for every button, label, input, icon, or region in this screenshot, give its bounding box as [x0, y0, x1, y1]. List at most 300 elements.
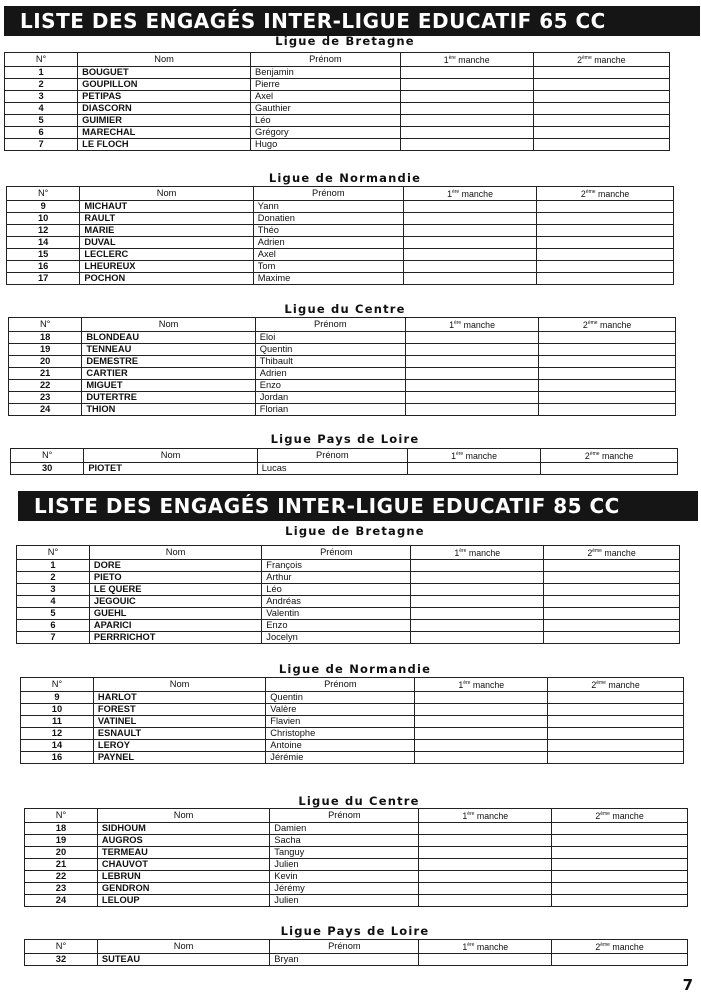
score-manche-2 [533, 91, 669, 103]
score-manche-2 [544, 596, 680, 608]
score-manche-2 [537, 201, 674, 213]
rider-first-name: Kevin [270, 871, 419, 883]
col-header-manche-2: 2ème manche [533, 53, 669, 67]
score-manche-2 [548, 752, 684, 764]
league-title: Ligue du Centre [298, 794, 420, 808]
rider-last-name: CHAUVOT [97, 859, 269, 871]
score-manche-1 [411, 620, 544, 632]
score-manche-2 [539, 368, 676, 380]
rider-first-name: Quentin [266, 692, 415, 704]
rider-first-name: Jérémie [266, 752, 415, 764]
score-manche-2 [537, 249, 674, 261]
table-row [9, 380, 676, 392]
rider-last-name: LEBRUN [97, 871, 269, 883]
table-row [9, 392, 676, 404]
rider-number: 22 [25, 871, 98, 883]
rider-number: 18 [9, 332, 82, 344]
rider-first-name: Valère [266, 704, 415, 716]
col-header-prenom: Prénom [253, 187, 403, 201]
table-row [7, 201, 674, 213]
rider-number: 10 [21, 704, 94, 716]
table-row [5, 127, 670, 139]
rider-number: 11 [21, 716, 94, 728]
rider-last-name: THION [82, 404, 255, 416]
table-row [25, 954, 688, 966]
rider-first-name: Léo [262, 584, 411, 596]
rider-number: 24 [25, 895, 98, 907]
rider-last-name: DEMESTRE [82, 356, 255, 368]
table-header-row [7, 187, 674, 201]
score-manche-1 [400, 67, 533, 79]
rider-first-name: Flavien [266, 716, 415, 728]
col-header-num: N° [11, 449, 84, 463]
rider-first-name: Julien [270, 859, 419, 871]
table-header-row [25, 809, 688, 823]
col-header-nom: Nom [93, 678, 265, 692]
rider-last-name: DIASCORN [78, 103, 251, 115]
table-row [17, 596, 680, 608]
table-row [25, 859, 688, 871]
table-header-row [21, 678, 684, 692]
rider-first-name: Valentin [262, 608, 411, 620]
table-row [21, 752, 684, 764]
rider-last-name: TERMEAU [97, 847, 269, 859]
col-header-nom: Nom [80, 187, 253, 201]
col-header-prenom: Prénom [270, 809, 419, 823]
col-header-manche-2: 2ème manche [539, 318, 676, 332]
col-header-num: N° [7, 187, 80, 201]
rider-last-name: PERRRICHOT [89, 632, 261, 644]
score-manche-2 [552, 954, 688, 966]
rider-first-name: Julien [270, 895, 419, 907]
league-title: Ligue Pays de Loire [280, 924, 430, 938]
col-header-manche-2: 2ème manche [548, 678, 684, 692]
rider-first-name: Arthur [262, 572, 411, 584]
rider-last-name: PETIPAS [78, 91, 251, 103]
rider-first-name: Benjamin [251, 67, 401, 79]
rider-number: 6 [5, 127, 78, 139]
rider-first-name: Théo [253, 225, 403, 237]
score-manche-1 [403, 249, 536, 261]
rider-first-name: Damien [270, 823, 419, 835]
rider-first-name: Jordan [255, 392, 405, 404]
score-manche-1 [405, 344, 538, 356]
rider-last-name: MARECHAL [78, 127, 251, 139]
table-row [25, 835, 688, 847]
col-header-manche-1: 1ère manche [415, 678, 548, 692]
table-row [21, 728, 684, 740]
table-row [11, 463, 678, 475]
rider-last-name: DUVAL [80, 237, 253, 249]
score-manche-1 [411, 572, 544, 584]
rider-last-name: SIDHOUM [97, 823, 269, 835]
roster-table [20, 677, 684, 764]
table-row [9, 332, 676, 344]
table-row [9, 356, 676, 368]
rider-number: 5 [5, 115, 78, 127]
score-manche-1 [405, 368, 538, 380]
score-manche-1 [415, 716, 548, 728]
table-row [17, 572, 680, 584]
score-manche-1 [403, 237, 536, 249]
score-manche-2 [548, 716, 684, 728]
table-row [7, 237, 674, 249]
table-row [21, 716, 684, 728]
rider-number: 17 [7, 273, 80, 285]
score-manche-1 [411, 584, 544, 596]
rider-first-name: Léo [251, 115, 401, 127]
roster-table [16, 545, 680, 644]
col-header-num: N° [25, 809, 98, 823]
table-row [5, 91, 670, 103]
col-header-num: N° [17, 546, 90, 560]
rider-number: 9 [21, 692, 94, 704]
score-manche-1 [403, 261, 536, 273]
rider-number: 24 [9, 404, 82, 416]
section-title-65cc: LISTE DES ENGAGÉS INTER-LIGUE EDUCATIF 65 CC [4, 6, 700, 36]
col-header-manche-2: 2ème manche [552, 809, 688, 823]
score-manche-1 [415, 752, 548, 764]
league-title: Ligue de Normandie [278, 662, 432, 676]
rider-number: 20 [9, 356, 82, 368]
score-manche-2 [552, 835, 688, 847]
rider-number: 10 [7, 213, 80, 225]
score-manche-1 [400, 115, 533, 127]
col-header-num: N° [5, 53, 78, 67]
table-row [5, 67, 670, 79]
table-row [17, 560, 680, 572]
rider-last-name: GOUPILLON [78, 79, 251, 91]
roster-table [10, 448, 678, 475]
score-manche-1 [415, 740, 548, 752]
col-header-manche-1: 1ère manche [411, 546, 544, 560]
rider-last-name: DORE [89, 560, 261, 572]
rider-last-name: PAYNEL [93, 752, 265, 764]
rider-first-name: Enzo [262, 620, 411, 632]
col-header-nom: Nom [89, 546, 261, 560]
score-manche-2 [541, 463, 678, 475]
section-title-85cc: LISTE DES ENGAGÉS INTER-LIGUE EDUCATIF 85 CC [18, 491, 698, 521]
rider-last-name: LE FLOCH [78, 139, 251, 151]
col-header-manche-1: 1ère manche [405, 318, 538, 332]
rider-last-name: POCHON [80, 273, 253, 285]
rider-first-name: Enzo [255, 380, 405, 392]
rider-first-name: Maxime [253, 273, 403, 285]
score-manche-1 [411, 560, 544, 572]
rider-last-name: JEGOUIC [89, 596, 261, 608]
rider-last-name: MARIE [80, 225, 253, 237]
score-manche-2 [533, 115, 669, 127]
rider-number: 22 [9, 380, 82, 392]
rider-number: 2 [5, 79, 78, 91]
rider-number: 4 [5, 103, 78, 115]
score-manche-1 [411, 608, 544, 620]
rider-first-name: Christophe [266, 728, 415, 740]
score-manche-1 [400, 127, 533, 139]
score-manche-1 [400, 91, 533, 103]
score-manche-2 [533, 67, 669, 79]
score-manche-2 [539, 404, 676, 416]
rider-number: 30 [11, 463, 84, 475]
rider-number: 23 [9, 392, 82, 404]
roster-table [6, 186, 674, 285]
score-manche-1 [400, 139, 533, 151]
table-row [5, 139, 670, 151]
col-header-manche-1: 1ère manche [419, 809, 552, 823]
score-manche-2 [552, 883, 688, 895]
rider-last-name: PIOTET [84, 463, 257, 475]
rider-first-name: Antoine [266, 740, 415, 752]
score-manche-2 [537, 237, 674, 249]
league-title: Ligue Pays de Loire [270, 432, 420, 446]
rider-number: 6 [17, 620, 90, 632]
col-header-prenom: Prénom [270, 940, 419, 954]
rider-last-name: ESNAULT [93, 728, 265, 740]
col-header-nom: Nom [84, 449, 257, 463]
score-manche-1 [403, 201, 536, 213]
league-title: Ligue du Centre [284, 302, 406, 316]
table-header-row [17, 546, 680, 560]
rider-last-name: LELOUP [97, 895, 269, 907]
score-manche-2 [552, 859, 688, 871]
score-manche-1 [419, 823, 552, 835]
rider-last-name: MIGUET [82, 380, 255, 392]
rider-first-name: Andréas [262, 596, 411, 608]
table-row [5, 79, 670, 91]
rider-last-name: VATINEL [93, 716, 265, 728]
col-header-manche-1: 1ère manche [419, 940, 552, 954]
rider-number: 12 [21, 728, 94, 740]
table-row [25, 847, 688, 859]
table-row [25, 823, 688, 835]
score-manche-2 [539, 356, 676, 368]
rider-number: 7 [17, 632, 90, 644]
rider-first-name: Lucas [257, 463, 407, 475]
score-manche-2 [548, 704, 684, 716]
rider-last-name: GUEHL [89, 608, 261, 620]
score-manche-1 [415, 728, 548, 740]
score-manche-2 [533, 103, 669, 115]
rider-first-name: Yann [253, 201, 403, 213]
score-manche-1 [419, 859, 552, 871]
col-header-nom: Nom [97, 940, 269, 954]
rider-first-name: Gauthier [251, 103, 401, 115]
table-row [5, 115, 670, 127]
roster-table [8, 317, 676, 416]
table-row [7, 261, 674, 273]
col-header-prenom: Prénom [255, 318, 405, 332]
score-manche-2 [552, 895, 688, 907]
col-header-prenom: Prénom [266, 678, 415, 692]
table-row [9, 344, 676, 356]
rider-last-name: APARICI [89, 620, 261, 632]
score-manche-2 [544, 608, 680, 620]
rider-number: 3 [17, 584, 90, 596]
score-manche-1 [405, 392, 538, 404]
score-manche-1 [419, 871, 552, 883]
rider-number: 15 [7, 249, 80, 261]
rider-last-name: HARLOT [93, 692, 265, 704]
rider-number: 21 [9, 368, 82, 380]
score-manche-2 [539, 332, 676, 344]
col-header-manche-2: 2ème manche [541, 449, 678, 463]
score-manche-1 [400, 79, 533, 91]
rider-last-name: DUTERTRE [82, 392, 255, 404]
col-header-manche-1: 1ère manche [403, 187, 536, 201]
table-row [7, 225, 674, 237]
rider-first-name: Eloi [255, 332, 405, 344]
rider-first-name: Adrien [255, 368, 405, 380]
score-manche-2 [537, 261, 674, 273]
rider-number: 14 [21, 740, 94, 752]
roster-table [4, 52, 670, 151]
rider-number: 20 [25, 847, 98, 859]
rider-number: 16 [7, 261, 80, 273]
rider-number: 12 [7, 225, 80, 237]
league-title: Ligue de Normandie [268, 171, 422, 185]
col-header-manche-1: 1ère manche [407, 449, 540, 463]
col-header-nom: Nom [82, 318, 255, 332]
score-manche-2 [548, 692, 684, 704]
score-manche-1 [403, 213, 536, 225]
rider-number: 18 [25, 823, 98, 835]
score-manche-2 [539, 380, 676, 392]
rider-last-name: LEROY [93, 740, 265, 752]
score-manche-1 [415, 704, 548, 716]
score-manche-2 [539, 392, 676, 404]
rider-first-name: Thibault [255, 356, 405, 368]
rider-number: 19 [25, 835, 98, 847]
score-manche-2 [552, 847, 688, 859]
rider-last-name: SUTEAU [97, 954, 269, 966]
rider-last-name: GENDRON [97, 883, 269, 895]
score-manche-1 [419, 895, 552, 907]
rider-last-name: AUGROS [97, 835, 269, 847]
score-manche-1 [405, 404, 538, 416]
score-manche-2 [533, 139, 669, 151]
table-header-row [5, 53, 670, 67]
table-header-row [25, 940, 688, 954]
score-manche-2 [537, 213, 674, 225]
score-manche-1 [405, 356, 538, 368]
score-manche-2 [539, 344, 676, 356]
table-row [7, 273, 674, 285]
rider-number: 2 [17, 572, 90, 584]
table-row [25, 871, 688, 883]
score-manche-1 [403, 225, 536, 237]
rider-first-name: Axel [253, 249, 403, 261]
score-manche-2 [548, 728, 684, 740]
rider-number: 16 [21, 752, 94, 764]
col-header-prenom: Prénom [251, 53, 401, 67]
table-row [9, 404, 676, 416]
rider-last-name: FOREST [93, 704, 265, 716]
score-manche-2 [537, 225, 674, 237]
rider-number: 14 [7, 237, 80, 249]
league-title: Ligue de Bretagne [275, 34, 415, 48]
table-header-row [11, 449, 678, 463]
score-manche-2 [544, 584, 680, 596]
score-manche-2 [533, 127, 669, 139]
rider-number: 3 [5, 91, 78, 103]
roster-table [24, 939, 688, 966]
rider-first-name: Bryan [270, 954, 419, 966]
score-manche-1 [405, 332, 538, 344]
col-header-num: N° [21, 678, 94, 692]
rider-first-name: Jérémy [270, 883, 419, 895]
score-manche-1 [411, 596, 544, 608]
score-manche-2 [548, 740, 684, 752]
rider-first-name: François [262, 560, 411, 572]
score-manche-1 [419, 883, 552, 895]
rider-first-name: Sacha [270, 835, 419, 847]
col-header-manche-2: 2ème manche [544, 546, 680, 560]
rider-first-name: Pierre [251, 79, 401, 91]
score-manche-2 [552, 871, 688, 883]
table-header-row [9, 318, 676, 332]
score-manche-2 [533, 79, 669, 91]
table-row [5, 103, 670, 115]
rider-number: 4 [17, 596, 90, 608]
table-row [7, 249, 674, 261]
score-manche-1 [407, 463, 540, 475]
rider-number: 23 [25, 883, 98, 895]
table-row [25, 895, 688, 907]
score-manche-2 [552, 823, 688, 835]
table-row [9, 368, 676, 380]
table-row [7, 213, 674, 225]
col-header-num: N° [25, 940, 98, 954]
table-row [21, 704, 684, 716]
rider-number: 21 [25, 859, 98, 871]
rider-number: 5 [17, 608, 90, 620]
col-header-manche-2: 2ème manche [537, 187, 674, 201]
col-header-manche-2: 2ème manche [552, 940, 688, 954]
table-row [21, 692, 684, 704]
rider-first-name: Axel [251, 91, 401, 103]
score-manche-2 [544, 620, 680, 632]
score-manche-2 [544, 560, 680, 572]
score-manche-1 [411, 632, 544, 644]
rider-number: 19 [9, 344, 82, 356]
rider-last-name: RAULT [80, 213, 253, 225]
col-header-nom: Nom [97, 809, 269, 823]
rider-first-name: Grégory [251, 127, 401, 139]
rider-first-name: Jocelyn [262, 632, 411, 644]
rider-number: 1 [17, 560, 90, 572]
rider-last-name: TENNEAU [82, 344, 255, 356]
rider-number: 9 [7, 201, 80, 213]
rider-last-name: LE QUERE [89, 584, 261, 596]
score-manche-2 [544, 572, 680, 584]
rider-last-name: MICHAUT [80, 201, 253, 213]
score-manche-1 [419, 835, 552, 847]
rider-last-name: CARTIER [82, 368, 255, 380]
score-manche-1 [419, 954, 552, 966]
rider-last-name: LHEUREUX [80, 261, 253, 273]
score-manche-1 [400, 103, 533, 115]
rider-first-name: Tanguy [270, 847, 419, 859]
rider-number: 32 [25, 954, 98, 966]
table-row [17, 584, 680, 596]
rider-first-name: Hugo [251, 139, 401, 151]
rider-last-name: BOUGUET [78, 67, 251, 79]
rider-number: 7 [5, 139, 78, 151]
rider-first-name: Tom [253, 261, 403, 273]
rider-last-name: GUIMIER [78, 115, 251, 127]
rider-last-name: BLONDEAU [82, 332, 255, 344]
score-manche-1 [403, 273, 536, 285]
